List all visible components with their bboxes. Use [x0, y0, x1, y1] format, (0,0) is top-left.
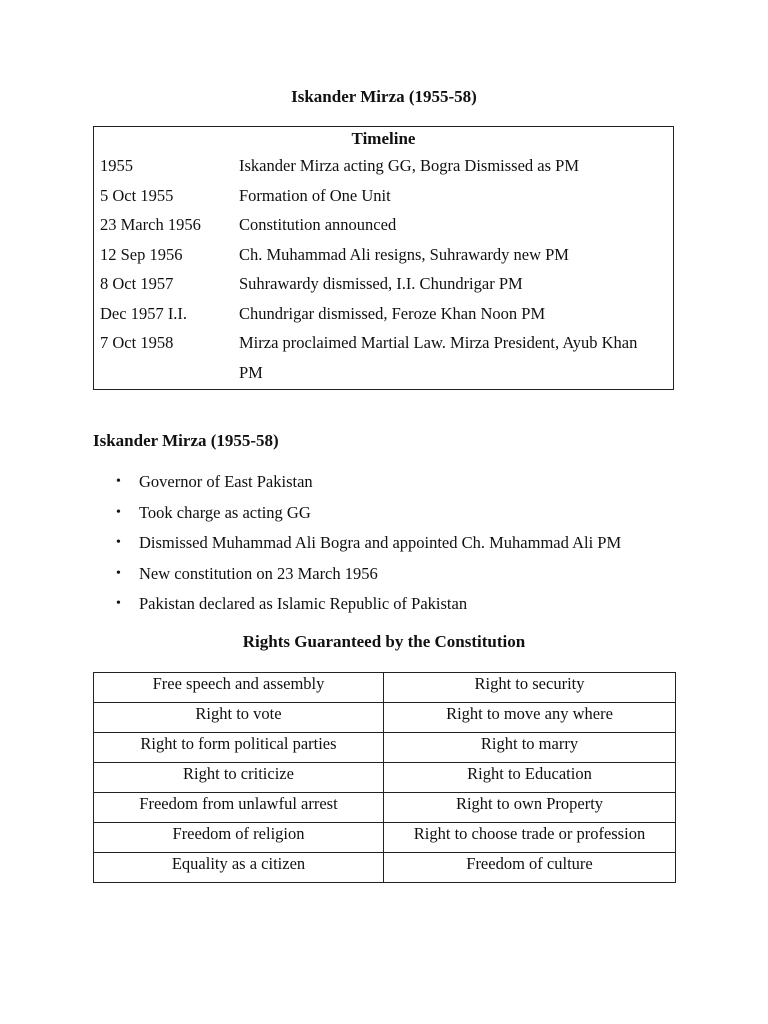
- table-cell: Right to criticize: [94, 763, 384, 793]
- section-heading: Iskander Mirza (1955-58): [93, 431, 279, 450]
- table-cell: Freedom of religion: [94, 823, 384, 853]
- timeline-event: Constitution announced: [239, 215, 397, 234]
- bullet-icon: •: [116, 504, 121, 520]
- table-cell: Right to form political parties: [94, 733, 384, 763]
- timeline-date: 8 Oct 1957: [100, 274, 174, 293]
- table-row: [94, 853, 676, 883]
- list-item-text: Took charge as acting GG: [139, 502, 311, 522]
- timeline-date: 23 March 1956: [100, 215, 201, 234]
- table-row: [94, 673, 676, 703]
- timeline-date: 1955: [100, 156, 133, 175]
- timeline-event: Mirza proclaimed Martial Law. Mirza President, Ayub Khan PM: [239, 333, 638, 382]
- table-cell: Equality as a citizen: [94, 853, 384, 883]
- timeline-event: Iskander Mirza acting GG, Bogra Dismissed as PM: [239, 156, 580, 175]
- timeline-date: 12 Sep 1956: [100, 244, 183, 264]
- table-cell: Free speech and assembly: [94, 673, 384, 703]
- timeline-event: Formation of One Unit: [239, 185, 391, 205]
- rights-table: [93, 672, 676, 883]
- rights-heading: Rights Guaranteed by the Constitution: [242, 632, 526, 651]
- timeline-date: 7 Oct 1958: [100, 333, 174, 352]
- bullet-icon: •: [116, 535, 121, 550]
- bullet-icon: •: [116, 596, 121, 611]
- table-row: [94, 763, 676, 793]
- table-row: [94, 823, 676, 853]
- list-item-text: Governor of East Pakistan: [139, 472, 313, 491]
- timeline-date: 5 Oct 1955: [100, 185, 174, 205]
- table-cell: Right to Education: [384, 763, 676, 793]
- table-row: [94, 733, 676, 763]
- list-item-text: New constitution on 23 March 1956: [139, 563, 378, 583]
- timeline-date: Dec 1957 I.I.: [100, 303, 188, 323]
- table-cell: Right to move any where: [384, 703, 676, 733]
- timeline-box: [93, 126, 674, 390]
- list-item-text: Pakistan declared as Islamic Republic of Pakistan: [139, 594, 468, 613]
- timeline-header: Timeline: [351, 129, 416, 148]
- bullet-icon: •: [116, 474, 121, 489]
- bullet-icon: •: [116, 565, 121, 581]
- timeline-event: Chundrigar dismissed, Feroze Khan Noon PM: [239, 303, 546, 323]
- table-cell: Right to marry: [384, 733, 676, 763]
- table-cell: Right to choose trade or profession: [384, 823, 676, 853]
- document-title: Iskander Mirza (1955-58): [291, 87, 477, 106]
- list-item-text: Dismissed Muhammad Ali Bogra and appointed Ch. Muhammad Ali PM: [139, 533, 622, 552]
- table-cell: Right to own Property: [384, 793, 676, 823]
- timeline-event: Suhrawardy dismissed, I.I. Chundrigar PM: [239, 274, 523, 293]
- table-cell: Right to security: [384, 673, 676, 703]
- table-cell: Freedom from unlawful arrest: [94, 793, 384, 823]
- table-row: [94, 703, 676, 733]
- timeline-event: Ch. Muhammad Ali resigns, Suhrawardy new PM: [239, 244, 569, 264]
- table-cell: Freedom of culture: [384, 853, 676, 883]
- table-cell: Right to vote: [94, 703, 384, 733]
- table-row: [94, 793, 676, 823]
